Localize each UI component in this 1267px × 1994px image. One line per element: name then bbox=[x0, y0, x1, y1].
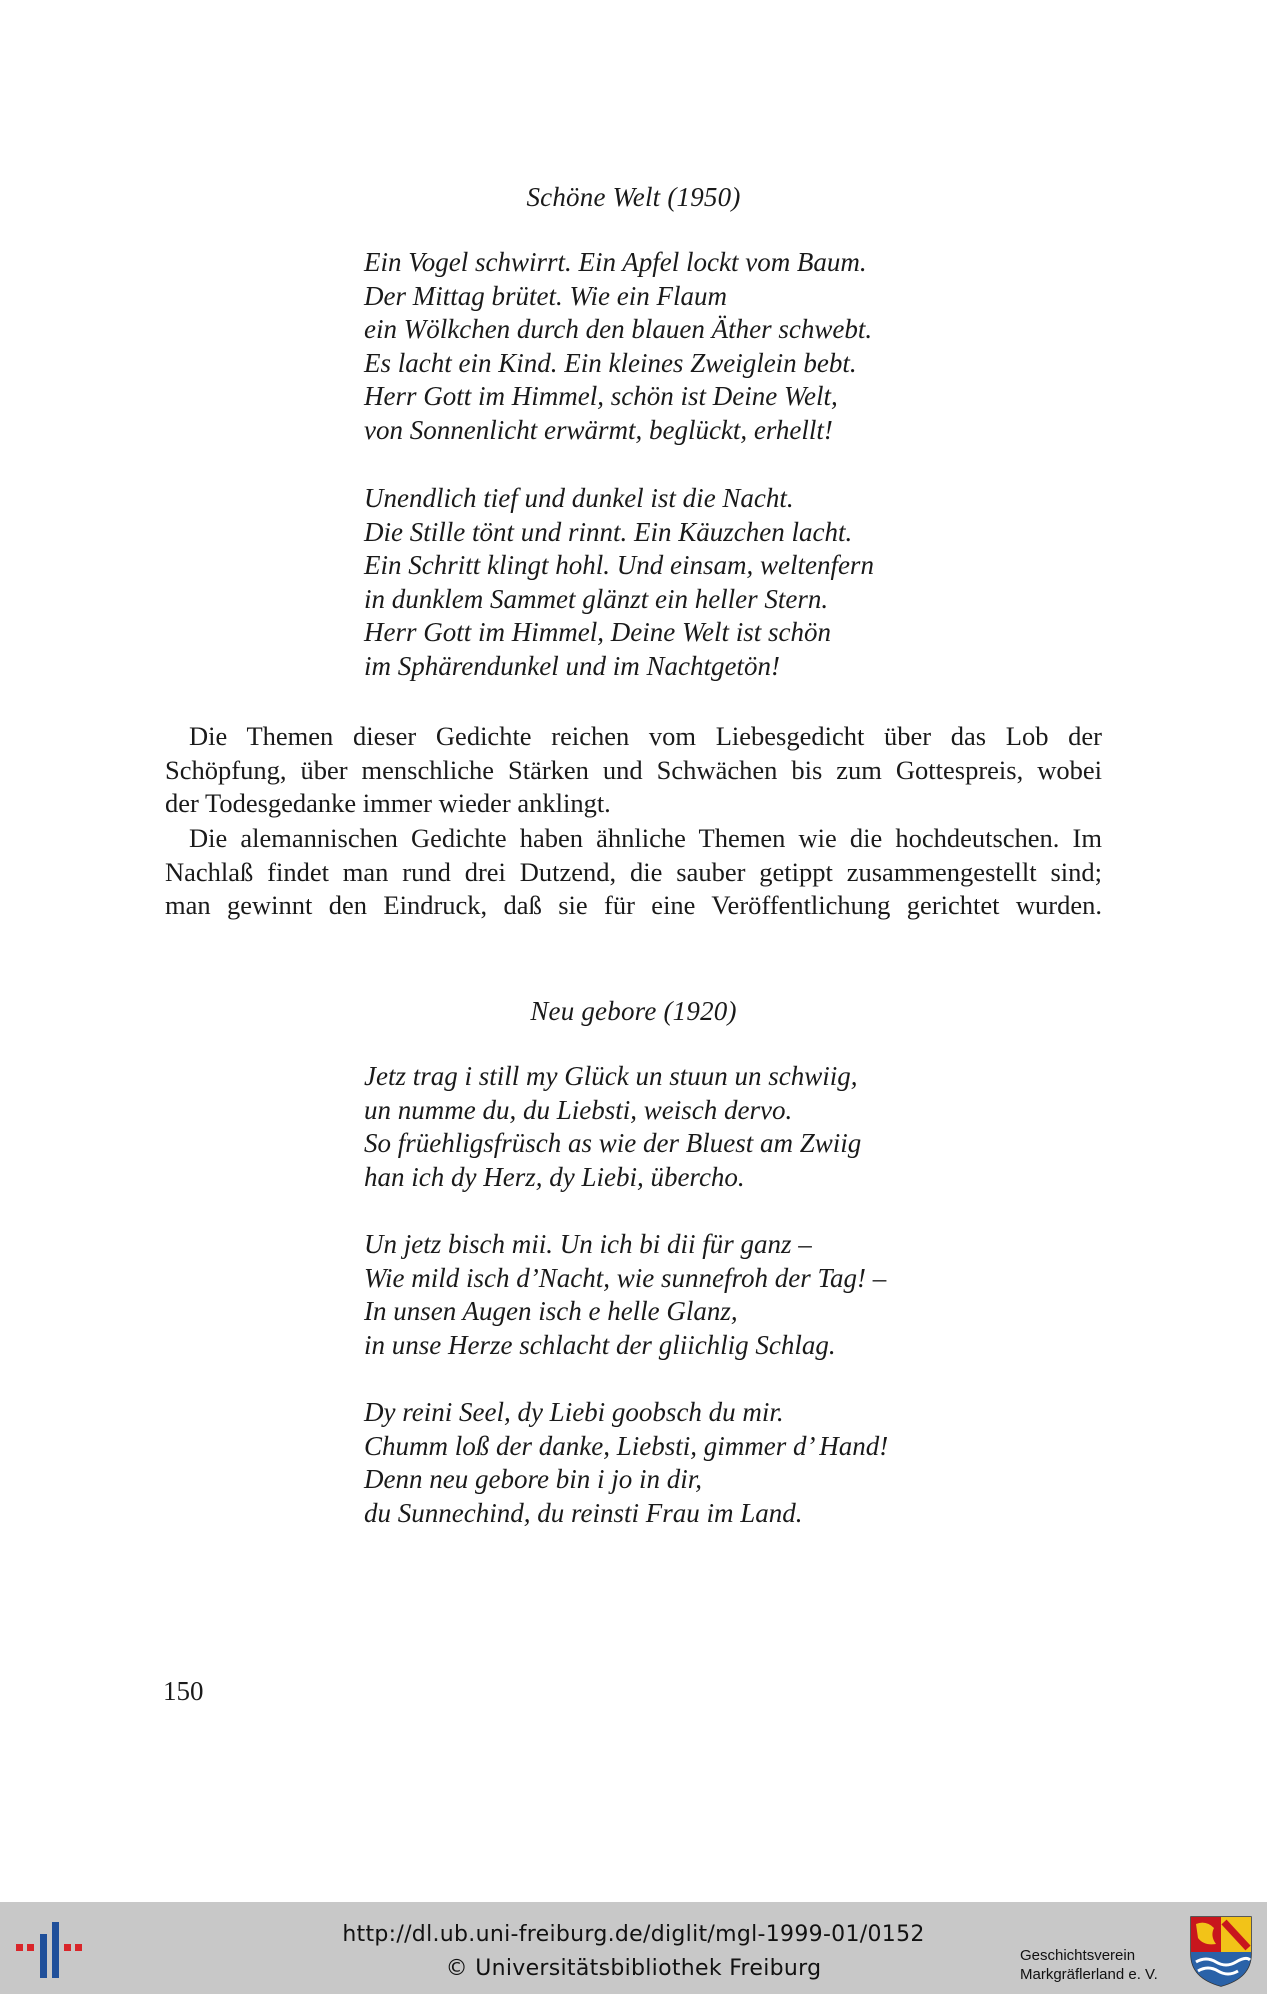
poem-line: im Sphärendunkel und im Nachtgetön! bbox=[364, 650, 780, 681]
prose-line: Die Themen dieser Gedichte reichen vom Liebesgedicht über das Lob der bbox=[189, 721, 1102, 751]
footer-copyright: © Universitätsbibliothek Freiburg bbox=[445, 1956, 822, 1981]
footer-url-link[interactable]: http://dl.ub.uni-freiburg.de/diglit/mgl-1999-01/0152 bbox=[342, 1922, 925, 1947]
poem-line: du Sunnechind, du reinsti Frau im Land. bbox=[364, 1497, 803, 1528]
poem-line: Herr Gott im Himmel, Deine Welt ist schön bbox=[364, 617, 831, 647]
poem-line: Un jetz bisch mii. Un ich bi dii für ganz – bbox=[364, 1229, 812, 1259]
poem2-stanza-2 bbox=[364, 1228, 1064, 1362]
markgraeflerland-crest-icon bbox=[1188, 1914, 1254, 1988]
poem-line: Die Stille tönt und rinnt. Ein Käuzchen lacht. bbox=[364, 516, 853, 547]
poem-line: In unsen Augen isch e helle Glanz, bbox=[364, 1296, 738, 1326]
poem-line: ein Wölkchen durch den blauen Äther schwebt. bbox=[364, 314, 873, 344]
prose-line: man gewinnt den Eindruck, daß sie für eine Veröffentlichung gerichtet wurden. bbox=[165, 890, 1102, 920]
poem-line: han ich dy Herz, dy Liebi, übercho. bbox=[364, 1161, 745, 1192]
poem-line: Ein Schritt klingt hohl. Und einsam, weltenfern bbox=[364, 550, 874, 580]
poem-line: Jetz trag i still my Glück un stuun un schwiig, bbox=[364, 1061, 858, 1091]
poem-line: Dy reini Seel, dy Liebi goobsch du mir. bbox=[364, 1397, 784, 1427]
poem-line: in unse Herze schlacht der gliichlig Schlag. bbox=[364, 1329, 836, 1360]
page-number: 150 bbox=[163, 1676, 204, 1706]
prose-line: Nachlaß findet man rund drei Dutzend, die sauber getippt zusammengestellt sind; bbox=[165, 856, 1102, 887]
prose-line: Die alemannischen Gedichte haben ähnliche Themen wie die hochdeutschen. Im bbox=[189, 823, 1102, 853]
poem-line: Wie mild isch d’Nacht, wie sunnefroh der Tag! – bbox=[364, 1262, 887, 1293]
society-name-line-1: Geschichtsverein bbox=[1020, 1947, 1136, 1964]
poem-line: Ein Vogel schwirrt. Ein Apfel lockt vom Baum. bbox=[364, 247, 867, 277]
prose-line: der Todesgedanke immer wieder anklingt. bbox=[165, 788, 611, 818]
poem-line: Chumm loß der danke, Liebsti, gimmer d’ Hand! bbox=[364, 1430, 889, 1461]
poem-title-neu-gebore: Neu gebore (1920) bbox=[530, 996, 737, 1026]
prose-line: Schöpfung, über menschliche Stärken und Schwächen bis zum Gottespreis, wobei bbox=[165, 754, 1102, 785]
poem-line: So früehligsfrüsch as wie der Bluest am Zwiig bbox=[364, 1128, 862, 1158]
poem-line: Es lacht ein Kind. Ein kleines Zweiglein bebt. bbox=[364, 347, 857, 378]
poem-line: Denn neu gebore bin i jo in dir, bbox=[364, 1464, 702, 1494]
poem-line: Der Mittag brütet. Wie ein Flaum bbox=[364, 280, 727, 311]
poem-line: in dunklem Sammet glänzt ein heller Stern. bbox=[364, 583, 829, 614]
society-name bbox=[1020, 1946, 1158, 1984]
poem1-stanza-1 bbox=[364, 246, 1064, 447]
poem1-stanza-2 bbox=[364, 482, 1064, 683]
poem-line: Unendlich tief und dunkel ist die Nacht. bbox=[364, 483, 794, 513]
prose-paragraph-1 bbox=[165, 720, 1102, 821]
poem2-stanza-3 bbox=[364, 1396, 1064, 1530]
poem-line: Herr Gott im Himmel, schön ist Deine Welt, bbox=[364, 381, 838, 411]
poem-title-schoene-welt: Schöne Welt (1950) bbox=[526, 182, 741, 212]
prose-paragraph-2 bbox=[165, 822, 1102, 923]
poem-line: un numme du, du Liebsti, weisch dervo. bbox=[364, 1094, 793, 1125]
poem-line: von Sonnenlicht erwärmt, beglückt, erhellt! bbox=[364, 414, 833, 445]
footer-bar bbox=[0, 1902, 1267, 1994]
poem2-stanza-1 bbox=[364, 1060, 1064, 1194]
society-name-line-2: Markgräflerland e. V. bbox=[1020, 1966, 1158, 1983]
